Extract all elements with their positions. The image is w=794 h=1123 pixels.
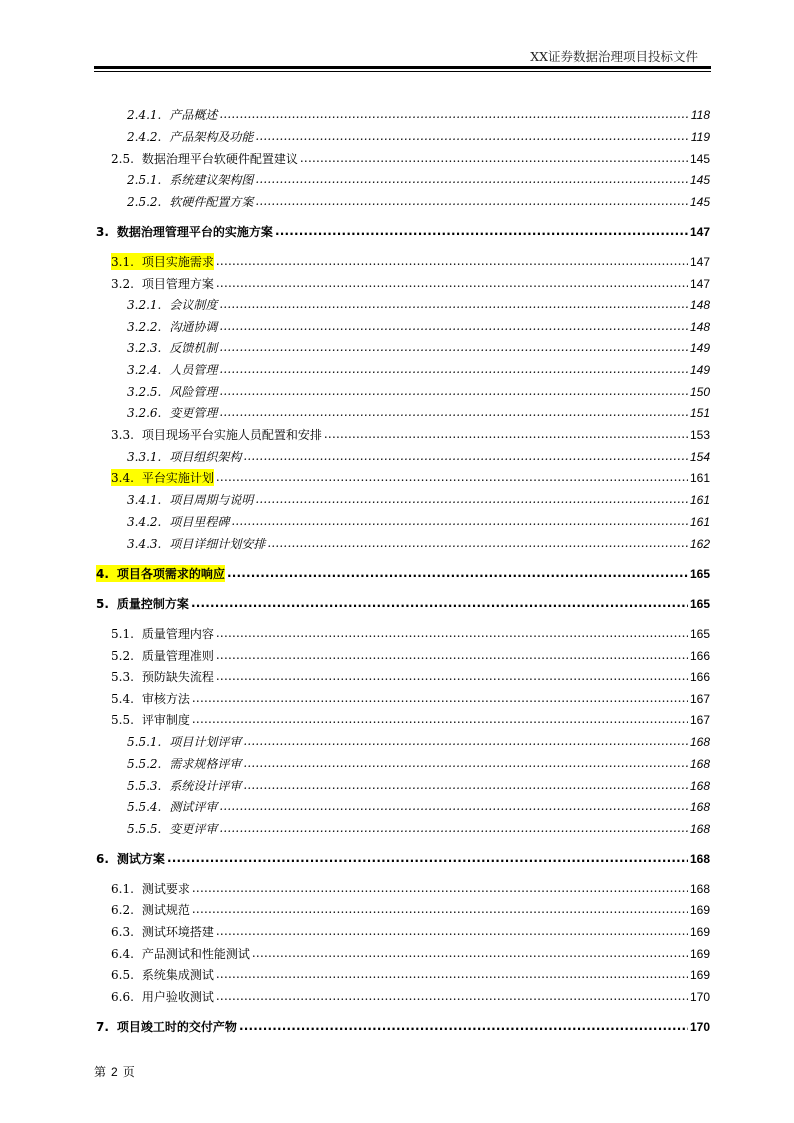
toc-entry-number: 3.2.1.	[127, 298, 162, 312]
toc-entry-title: 用户验收测试	[141, 990, 214, 1004]
toc-entry-title: 项目里程碑	[169, 515, 230, 529]
toc-entry-label	[111, 253, 214, 270]
toc-leader-dots	[227, 566, 688, 580]
toc-entry[interactable]	[127, 448, 710, 465]
toc-entry-label	[127, 296, 217, 313]
toc-leader-dots	[216, 989, 688, 1003]
toc-entry-page: 168	[689, 757, 710, 771]
toc-entry-title: 变更评审	[169, 822, 218, 836]
toc-entry-label	[111, 647, 214, 664]
toc-entry-number: 5.5.5.	[127, 822, 162, 836]
toc-entry-label	[111, 901, 190, 918]
toc-entry-title: 沟通协调	[169, 320, 218, 334]
toc-leader-dots	[216, 626, 688, 640]
toc-entry[interactable]	[96, 850, 710, 867]
toc-entry-label	[111, 668, 214, 685]
toc-entry-number: 3.3.	[111, 428, 134, 442]
toc-entry-number: 6.2.	[111, 903, 134, 917]
toc-entry-title: 测试要求	[141, 882, 190, 896]
toc-entry-label	[111, 711, 190, 728]
toc-entry-title: 项目管理方案	[141, 277, 214, 291]
toc-entry-label	[111, 988, 214, 1005]
toc-entry[interactable]	[127, 535, 710, 552]
toc-entry-number: 5.5.4.	[127, 800, 162, 814]
toc-entry-title: 产品概述	[169, 108, 218, 122]
toc-entry-title: 产品测试和性能测试	[141, 947, 250, 961]
toc-entry-label	[127, 755, 241, 772]
toc-entry-label	[111, 945, 250, 962]
toc-entry-label	[127, 820, 217, 837]
toc-entry-page: 162	[689, 537, 710, 551]
toc-entry-title: 产品架构及功能	[169, 130, 254, 144]
toc-entry-number: 4.	[96, 567, 109, 581]
toc-entry[interactable]	[111, 253, 710, 270]
toc-leader-dots	[219, 107, 688, 121]
toc-entry-number: 7.	[96, 1020, 109, 1034]
toc-entry-label	[127, 404, 217, 421]
toc-entry-label	[111, 426, 322, 443]
toc-entry[interactable]	[111, 901, 710, 918]
toc-entry-page: 154	[689, 450, 710, 464]
toc-entry-label	[111, 923, 214, 940]
toc-entry-number: 3.4.2.	[127, 515, 162, 529]
toc-entry-number: 3.2.3.	[127, 341, 162, 355]
toc-entry-title: 项目竣工时的交付产物	[116, 1020, 237, 1034]
toc-leader-dots	[255, 194, 688, 208]
toc-leader-dots	[255, 129, 688, 143]
toc-leader-dots	[167, 851, 688, 865]
toc-entry-page: 169	[689, 903, 710, 917]
toc-entry[interactable]	[127, 193, 710, 210]
toc-leader-dots	[243, 756, 688, 770]
toc-entry-page: 168	[689, 852, 710, 866]
toc-entry-title: 测试规范	[141, 903, 190, 917]
toc-entry-page: 168	[689, 735, 710, 749]
toc-entry-label	[127, 193, 253, 210]
footer-suffix: 页	[122, 1065, 135, 1079]
toc-entry[interactable]	[96, 565, 710, 582]
toc-leader-dots	[216, 967, 688, 981]
toc-leader-dots	[219, 821, 688, 835]
toc-entry-page: 145	[689, 173, 710, 187]
toc-entry-page: 170	[689, 1020, 710, 1034]
toc-entry-title: 系统设计评审	[169, 779, 242, 793]
toc-entry-title: 平台实施计划	[141, 471, 214, 485]
toc-entry-title: 风险管理	[169, 385, 218, 399]
footer-page-number: 2	[111, 1065, 118, 1079]
toc-leader-dots	[216, 470, 688, 484]
toc-entry-number: 2.5.1.	[127, 173, 162, 187]
toc-entry-page: 165	[689, 567, 710, 581]
toc-entry-label	[96, 595, 189, 612]
toc-leader-dots	[300, 151, 688, 165]
toc-entry-page: 169	[689, 968, 710, 982]
toc-entry-number: 6.	[96, 852, 109, 866]
toc-leader-dots	[239, 1019, 688, 1033]
toc-entry-number: 6.1.	[111, 882, 134, 896]
toc-leader-dots	[192, 691, 688, 705]
toc-entry-page: 170	[689, 990, 710, 1004]
toc-entry-page: 161	[689, 471, 710, 485]
toc-entry[interactable]	[127, 733, 710, 750]
toc-entry-label	[96, 565, 225, 582]
toc-entry-number: 3.4.3.	[127, 537, 162, 551]
toc-leader-dots	[231, 514, 688, 528]
toc-leader-dots	[252, 946, 688, 960]
toc-entry-number: 3.	[96, 225, 109, 239]
toc-entry-page: 153	[689, 428, 710, 442]
document-title: XX证券数据治理项目投标文件	[530, 49, 698, 64]
toc-entry-page: 168	[689, 800, 710, 814]
toc-entry-number: 5.5.	[111, 713, 134, 727]
toc-entry[interactable]	[111, 690, 710, 707]
toc-entry-number: 3.4.1.	[127, 493, 162, 507]
toc-leader-dots	[216, 924, 688, 938]
toc-entry-label	[127, 383, 217, 400]
toc-entry-page: 161	[689, 493, 710, 507]
toc-entry-title: 测试方案	[116, 852, 165, 866]
toc-entry-number: 5.1.	[111, 627, 134, 641]
toc-leader-dots	[255, 172, 688, 186]
toc-entry[interactable]	[111, 923, 710, 940]
footer-prefix: 第	[94, 1065, 107, 1079]
toc-entry-title: 软硬件配置方案	[169, 195, 254, 209]
toc-entry-page: 149	[689, 363, 710, 377]
toc-entry[interactable]	[127, 513, 710, 530]
toc-entry[interactable]	[111, 647, 710, 664]
toc-entry-page: 150	[689, 385, 710, 399]
toc-entry-title: 项目现场平台实施人员配置和安排	[141, 428, 322, 442]
toc-entry-title: 测试环境搭建	[141, 925, 214, 939]
toc-entry-label	[127, 733, 241, 750]
toc-entry[interactable]	[127, 128, 710, 145]
toc-entry-number: 3.2.6.	[127, 406, 162, 420]
toc-entry[interactable]	[127, 798, 710, 815]
toc-entry-title: 质量管理准则	[141, 649, 214, 663]
toc-leader-dots	[219, 340, 688, 354]
toc-entry-title: 质量控制方案	[116, 597, 189, 611]
toc-entry-page: 147	[689, 225, 710, 239]
toc-entry-number: 5.5.1.	[127, 735, 162, 749]
toc-entry-title: 变更管理	[169, 406, 218, 420]
toc-leader-dots	[275, 224, 688, 238]
toc-entry-title: 项目各项需求的响应	[116, 567, 225, 581]
toc-entry-title: 反馈机制	[169, 341, 218, 355]
toc-entry[interactable]	[127, 404, 710, 421]
toc-entry-number: 2.5.	[111, 152, 134, 166]
toc-entry[interactable]	[111, 945, 710, 962]
toc-entry-number: 2.4.2.	[127, 130, 162, 144]
toc-entry-title: 会议制度	[169, 298, 218, 312]
toc-entry-label	[127, 448, 241, 465]
toc-entry-number: 3.2.4.	[127, 363, 162, 377]
toc-entry-label	[111, 150, 298, 167]
toc-entry-label	[96, 223, 273, 240]
toc-leader-dots	[219, 799, 688, 813]
toc-entry-page: 149	[689, 341, 710, 355]
toc-entry-label	[111, 880, 190, 897]
toc-leader-dots	[219, 297, 688, 311]
toc-entry-title: 人员管理	[169, 363, 218, 377]
toc-leader-dots	[267, 536, 688, 550]
toc-entry-label	[96, 1018, 237, 1035]
toc-entry-number: 5.4.	[111, 692, 134, 706]
toc-entry[interactable]	[111, 150, 710, 167]
toc-entry[interactable]	[127, 296, 710, 313]
toc-entry-number: 3.2.	[111, 277, 134, 291]
toc-entry-page: 169	[689, 925, 710, 939]
toc-leader-dots	[255, 492, 688, 506]
toc-leader-dots	[192, 712, 688, 726]
toc-entry-label	[127, 128, 253, 145]
toc-entry[interactable]	[96, 595, 710, 612]
toc-entry-title: 测试评审	[169, 800, 218, 814]
toc-leader-dots	[219, 405, 688, 419]
toc-entry-label	[127, 361, 217, 378]
toc-leader-dots	[216, 254, 688, 268]
toc-entry[interactable]	[127, 755, 710, 772]
toc-entry[interactable]	[127, 361, 710, 378]
toc-entry[interactable]	[111, 426, 710, 443]
toc-entry[interactable]	[127, 383, 710, 400]
toc-entry-page: 147	[689, 277, 710, 291]
toc-entry-page: 166	[689, 649, 710, 663]
toc-entry-label	[127, 798, 217, 815]
toc-entry[interactable]	[111, 275, 710, 292]
toc-entry-title: 评审制度	[141, 713, 190, 727]
toc-entry[interactable]	[127, 339, 710, 356]
toc-entry-number: 5.5.2.	[127, 757, 162, 771]
page-footer	[94, 1063, 135, 1080]
toc-entry-number: 3.4.	[111, 471, 134, 485]
toc-entry-label	[127, 339, 217, 356]
toc-leader-dots	[216, 276, 688, 290]
toc-entry-label	[127, 171, 253, 188]
toc-entry[interactable]	[111, 668, 710, 685]
toc-entry-label	[127, 318, 217, 335]
toc-entry[interactable]	[96, 1018, 710, 1035]
toc-leader-dots	[192, 902, 688, 916]
toc-entry-title: 系统建议架构图	[169, 173, 254, 187]
toc-entry-number: 6.4.	[111, 947, 134, 961]
toc-leader-dots	[192, 881, 688, 895]
toc-leader-dots	[324, 427, 688, 441]
toc-entry[interactable]	[127, 318, 710, 335]
toc-entry-label	[111, 625, 214, 642]
toc-entry-title: 数据治理平台软硬件配置建议	[141, 152, 298, 166]
toc-entry-title: 项目周期与说明	[169, 493, 254, 507]
toc-entry-label	[127, 535, 265, 552]
toc-entry-number: 2.5.2.	[127, 195, 162, 209]
toc-entry-label	[127, 491, 253, 508]
toc-entry[interactable]	[111, 711, 710, 728]
toc-entry-page: 168	[689, 882, 710, 896]
toc-entry-number: 5.2.	[111, 649, 134, 663]
toc-entry-number: 3.1.	[111, 255, 134, 269]
toc-leader-dots	[191, 596, 688, 610]
toc-entry-title: 审核方法	[141, 692, 190, 706]
toc-entry-title: 数据治理管理平台的实施方案	[116, 225, 273, 239]
toc-leader-dots	[216, 669, 688, 683]
toc-entry-title: 项目组织架构	[169, 450, 242, 464]
toc-leader-dots	[243, 449, 688, 463]
toc-entry-page: 147	[689, 255, 710, 269]
toc-entry-label	[111, 690, 190, 707]
toc-entry-number: 3.2.2.	[127, 320, 162, 334]
toc-entry-page: 161	[689, 515, 710, 529]
toc-entry-title: 项目计划评审	[169, 735, 242, 749]
toc-entry[interactable]	[111, 966, 710, 983]
toc-leader-dots	[216, 648, 688, 662]
toc-entry[interactable]	[111, 988, 710, 1005]
toc-entry-title: 项目详细计划安排	[169, 537, 266, 551]
toc-entry-title: 质量管理内容	[141, 627, 214, 641]
toc-entry-page: 145	[689, 152, 710, 166]
toc-entry-title: 项目实施需求	[141, 255, 214, 269]
toc-entry-page: 119	[690, 130, 710, 144]
toc-entry-page: 118	[690, 108, 710, 122]
toc-entry-page: 166	[689, 670, 710, 684]
toc-entry-number: 2.4.1.	[127, 108, 162, 122]
toc-entry-label	[127, 513, 229, 530]
toc-entry-number: 6.3.	[111, 925, 134, 939]
toc-entry-number: 6.6.	[111, 990, 134, 1004]
toc-leader-dots	[219, 319, 688, 333]
toc-entry[interactable]	[96, 223, 710, 240]
toc-entry[interactable]	[127, 777, 710, 794]
toc-entry-label	[127, 777, 241, 794]
toc-leader-dots	[219, 384, 688, 398]
toc-leader-dots	[243, 734, 688, 748]
toc-entry-page: 169	[689, 947, 710, 961]
toc-entry-number: 5.5.3.	[127, 779, 162, 793]
toc-entry-label	[111, 966, 214, 983]
toc-entry-page: 148	[689, 298, 710, 312]
toc-entry-number: 3.2.5.	[127, 385, 162, 399]
toc-entry[interactable]	[111, 880, 710, 897]
toc-entry-page: 168	[689, 779, 710, 793]
toc-entry-page: 148	[689, 320, 710, 334]
toc-entry-page: 151	[689, 406, 710, 420]
toc-entry[interactable]	[127, 491, 710, 508]
toc-entry-title: 需求规格评审	[169, 757, 242, 771]
toc-leader-dots	[243, 778, 688, 792]
toc-leader-dots	[219, 362, 688, 376]
toc-entry-number: 5.3.	[111, 670, 134, 684]
toc-entry-page: 165	[689, 597, 710, 611]
toc-entry[interactable]	[127, 106, 710, 123]
toc-entry-page: 165	[689, 627, 710, 641]
toc-entry-page: 167	[689, 692, 710, 706]
toc-entry-page: 168	[689, 822, 710, 836]
toc-entry[interactable]	[127, 820, 710, 837]
toc-entry-number: 5.	[96, 597, 109, 611]
toc-entry-page: 167	[689, 713, 710, 727]
toc-entry-title: 预防缺失流程	[141, 670, 214, 684]
toc-entry-title: 系统集成测试	[141, 968, 214, 982]
toc-entry[interactable]	[111, 469, 710, 486]
toc-entry-label	[96, 850, 165, 867]
toc-entry-label	[111, 469, 214, 486]
toc-entry-number: 6.5.	[111, 968, 134, 982]
toc-entry[interactable]	[111, 625, 710, 642]
toc-entry[interactable]	[127, 171, 710, 188]
toc-entry-label	[111, 275, 214, 292]
toc-entry-page: 145	[689, 195, 710, 209]
toc-entry-label	[127, 106, 217, 123]
toc-entry-number: 3.3.1.	[127, 450, 162, 464]
